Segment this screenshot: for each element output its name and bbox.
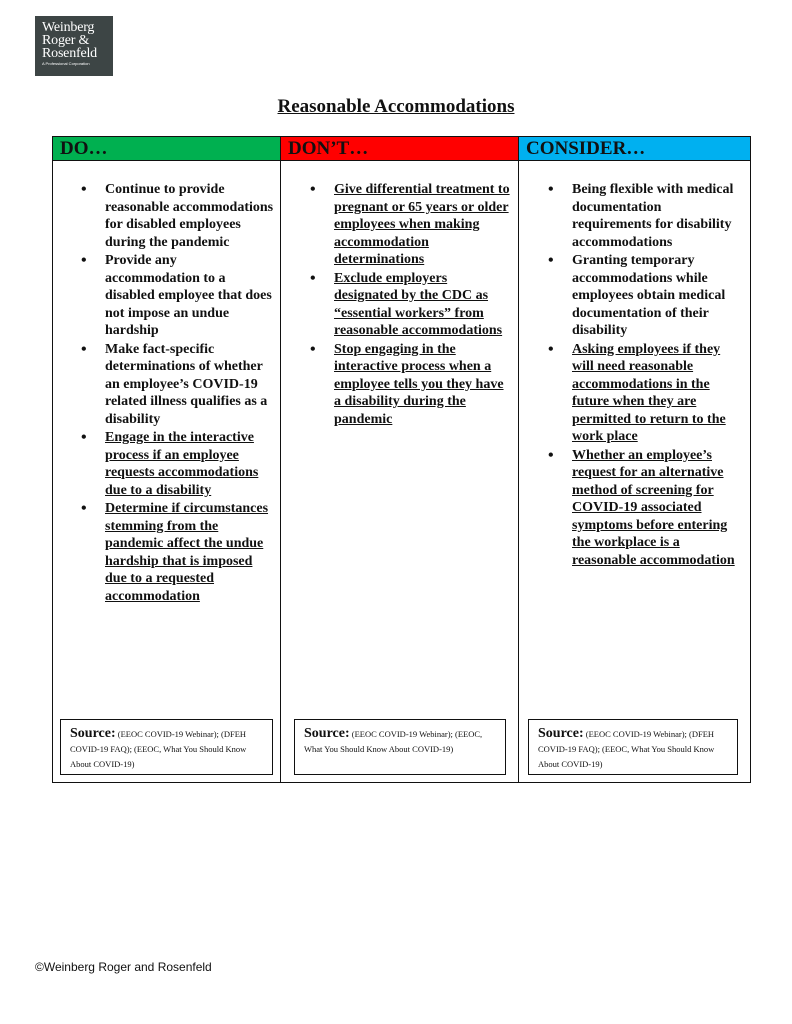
page-title: Reasonable Accommodations — [277, 96, 515, 117]
source-box — [294, 719, 506, 775]
list-item: • Engage in the interactive process if an employee requests accommodations due to a disability — [105, 429, 274, 499]
source-box — [528, 719, 738, 775]
source-text: (EEOC COVID-19 Webinar); (EEOC, What You Should Know About COVID-19) — [304, 729, 483, 754]
source-text: (EEOC COVID-19 Webinar); (DFEH COVID-19 FAQ); (EEOC, What You Should Know About COVID-19) — [70, 729, 247, 769]
column-dont — [280, 137, 518, 782]
source-label: Source: — [538, 726, 584, 741]
list-item: • Stop engaging in the interactive process when a employee tells you they have a disability during the pandemic — [334, 341, 512, 429]
column-consider — [518, 137, 750, 782]
list-item: • Make fact-specific determinations of whether an employee’s COVID-19 related illness qualifies as a disability — [105, 341, 274, 429]
logo-line: Rosenfeld — [42, 46, 97, 61]
source-text: (EEOC COVID-19 Webinar); (DFEH COVID-19 FAQ); (EEOC, What You Should Know About COVID-19) — [538, 729, 715, 769]
list-item: • Asking employees if they will need reasonable accommodations in the future when they are permitted to return to the work place — [572, 341, 744, 446]
list-item: • Provide any accommodation to a disabled employee that does not impose an undue hardship — [105, 252, 274, 340]
list-item: • Being flexible with medical documentation requirements for disability accommodations — [572, 181, 744, 251]
logo-line: Roger & — [42, 33, 90, 48]
do-list — [105, 181, 274, 606]
accommodations-table — [52, 136, 751, 783]
firm-logo — [35, 16, 113, 76]
logo-tagline: A Professional Corporation — [42, 61, 90, 66]
list-item: • Continue to provide reasonable accommodations for disabled employees during the pandemic — [105, 181, 274, 251]
list-item: • Exclude employers designated by the CDC as “essential workers” from reasonable accommodations — [334, 270, 512, 340]
column-heading-consider: CONSIDER… — [519, 137, 750, 161]
source-label: Source: — [304, 726, 350, 741]
copyright-footer: ©Weinberg Roger and Rosenfeld — [35, 960, 212, 974]
column-heading-dont: DON’T… — [281, 137, 518, 161]
column-heading-do: DO… — [53, 137, 280, 161]
list-item: • Give differential treatment to pregnant or 65 years or older employees when making accommodation determinations — [334, 181, 512, 269]
source-box — [60, 719, 273, 775]
list-item: • Granting temporary accommodations while employees obtain medical documentation of their disability — [572, 252, 744, 340]
column-do — [53, 137, 280, 782]
list-item: • Whether an employee’s request for an alternative method of screening for COVID-19 associated symptoms before entering the workplace is a reasonable accommodation — [572, 447, 744, 570]
source-label: Source: — [70, 726, 116, 741]
list-item: • Determine if circumstances stemming from the pandemic affect the undue hardship that is imposed due to a requested accommodation — [105, 500, 274, 605]
dont-list — [334, 181, 512, 429]
consider-list — [572, 181, 744, 570]
logo-line: Weinberg — [42, 20, 95, 35]
